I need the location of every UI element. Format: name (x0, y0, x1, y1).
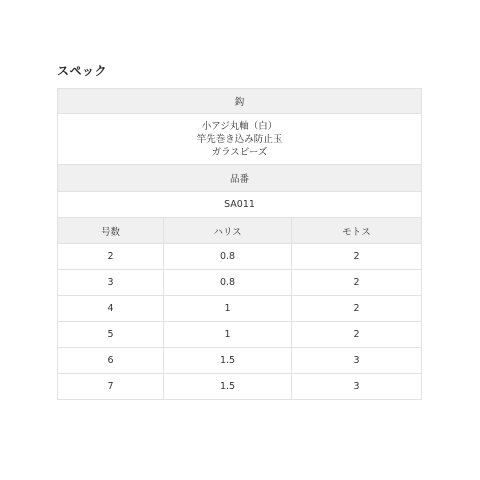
size-cell: 6 (58, 348, 164, 374)
column-header-harisu: ハリス (164, 218, 292, 244)
table-row (58, 270, 422, 296)
part-number-label: 品番 (58, 165, 422, 192)
harisu-cell: 1.5 (164, 348, 292, 374)
table-row (58, 296, 422, 322)
part-number-value: SA011 (58, 192, 422, 218)
column-header-motosu: モトス (292, 218, 422, 244)
spec-heading: スペック (57, 64, 108, 78)
motosu-cell: 2 (292, 244, 422, 270)
spec-table (57, 88, 422, 400)
column-header-size: 号数 (58, 218, 164, 244)
table-row (58, 244, 422, 270)
table-row (58, 348, 422, 374)
size-cell: 5 (58, 322, 164, 348)
part-number-header-row (58, 165, 422, 192)
harisu-cell: 0.8 (164, 270, 292, 296)
motosu-cell: 2 (292, 296, 422, 322)
size-cell: 4 (58, 296, 164, 322)
hook-detail-line: ガラスビーズ (211, 146, 268, 158)
motosu-cell: 2 (292, 322, 422, 348)
part-number-value-row (58, 192, 422, 218)
harisu-cell: 1.5 (164, 374, 292, 400)
size-cell: 7 (58, 374, 164, 400)
hook-detail-line: 竿先巻き込み防止玉 (196, 133, 283, 145)
motosu-cell: 2 (292, 270, 422, 296)
table-row (58, 322, 422, 348)
harisu-cell: 1 (164, 296, 292, 322)
harisu-cell: 0.8 (164, 244, 292, 270)
motosu-cell: 3 (292, 374, 422, 400)
hook-label: 鈎 (58, 89, 422, 114)
size-cell: 3 (58, 270, 164, 296)
hook-detail-row (58, 114, 422, 165)
hook-header-row (58, 89, 422, 114)
size-cell: 2 (58, 244, 164, 270)
hook-detail-cell (58, 114, 422, 165)
hook-detail-line: 小アジ丸軸（白） (201, 120, 278, 132)
table-row (58, 374, 422, 400)
size-table-header-row (58, 218, 422, 244)
harisu-cell: 1 (164, 322, 292, 348)
motosu-cell: 3 (292, 348, 422, 374)
